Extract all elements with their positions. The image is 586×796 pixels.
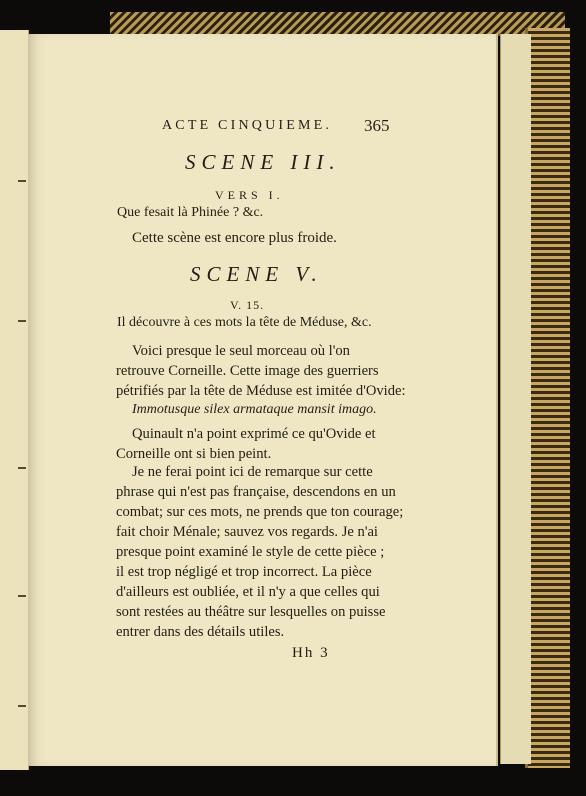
- binding-stitch: [18, 467, 26, 469]
- paragraph-3-line: sont restées au théâtre sur lesquelles on puisse: [116, 604, 386, 620]
- paragraph-3-line: il est trop négligé et trop incorrect. La pièce: [116, 564, 372, 580]
- page-number: 365: [364, 116, 390, 135]
- gilt-top-edge: [110, 12, 565, 36]
- gilt-fore-edge: [525, 28, 570, 768]
- paragraph-3-line: presque point examiné le style de cette pièce ;: [116, 544, 385, 560]
- signature-mark: Hh 3: [292, 645, 330, 661]
- scene-3-comment: Cette scène est encore plus froide.: [132, 230, 337, 246]
- scene-3-verse-ref: VERS I.: [215, 188, 284, 202]
- scene-3-quote: Que fesait là Phinée ? &c.: [117, 205, 264, 220]
- paragraph-3-line: fait choir Ménale; sauvez vos regards. Je n'ai: [116, 524, 378, 540]
- paragraph-3-line: combat; sur ces mots, ne prends que ton courage;: [116, 504, 404, 520]
- paragraph-2-line: Corneille ont si bien peint.: [116, 446, 272, 462]
- paragraph-3-line: phrase qui n'est pas française, descendons en un: [116, 484, 396, 500]
- latin-quote: Immotusque silex armataque mansit imago.: [132, 402, 377, 417]
- running-header: ACTE CINQUIEME.: [162, 118, 333, 133]
- paragraph-3-line: entrer dans des détails utiles.: [116, 624, 285, 640]
- scene-5-title: SCENE V.: [190, 262, 323, 286]
- paragraph-1-line: pétrifiés par la tête de Méduse est imitée d'Ovide:: [116, 383, 406, 399]
- paragraph-3-line: d'ailleurs est oubliée, et il n'y a que celles qui: [116, 584, 380, 600]
- paragraph-1-line: Voici presque le seul morceau où l'on: [132, 343, 350, 359]
- paragraph-1-line: retrouve Corneille. Cette image des guerriers: [116, 363, 379, 379]
- scene-5-quote: Il découvre à ces mots la tête de Méduse, &c.: [117, 315, 372, 330]
- binding-stitch: [18, 180, 26, 182]
- paragraph-3-line: Je ne ferai point ici de remarque sur cette: [132, 464, 373, 480]
- binding-stitch: [18, 320, 26, 322]
- scene-3-title: SCENE III.: [185, 150, 341, 174]
- back-page-edge: [500, 34, 531, 764]
- paragraph-2-line: Quinault n'a point exprimé ce qu'Ovide et: [132, 426, 376, 442]
- left-page-gutter: [0, 30, 29, 770]
- binding-stitch: [18, 595, 26, 597]
- binding-stitch: [18, 705, 26, 707]
- scene-5-verse-ref: V. 15.: [230, 298, 265, 312]
